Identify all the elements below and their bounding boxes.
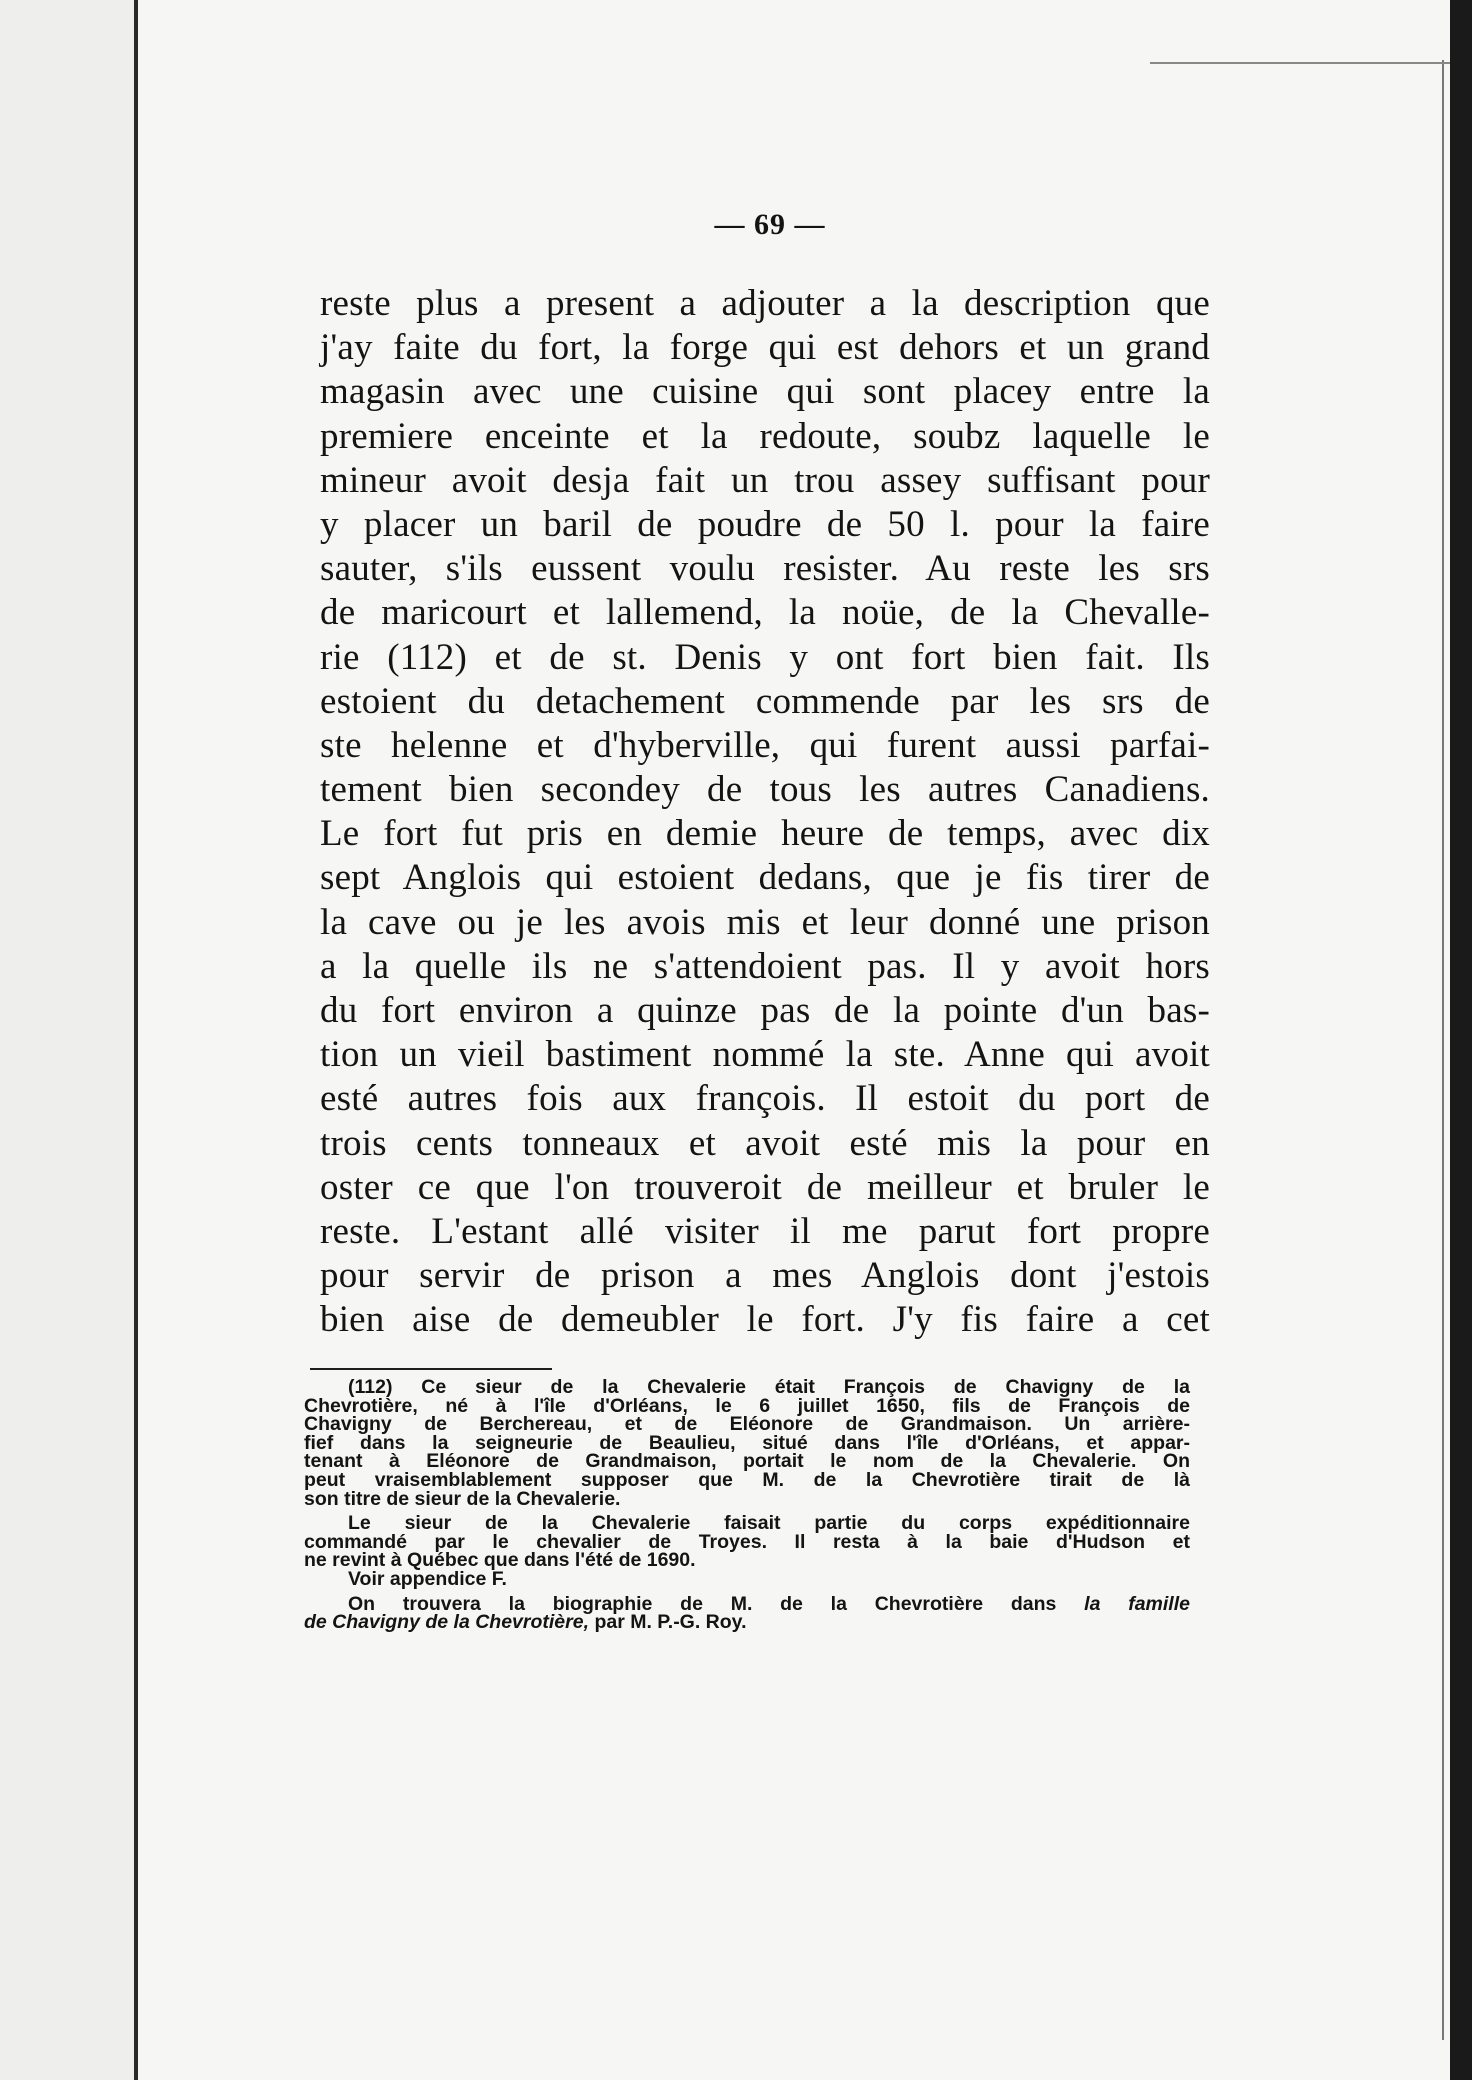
footnote-line: Le sieur de la Chevalerie faisait partie du corps expéditionnaire bbox=[348, 1512, 1190, 1535]
footnote-line: fief dans la seigneurie de Beaulieu, situé dans l'île d'Orléans, et appar- bbox=[304, 1431, 1190, 1454]
footnote-line: son titre de sieur de la Chevalerie. bbox=[304, 1487, 621, 1510]
body-line: Le fort fut pris en demie heure de temps, avec dix bbox=[320, 813, 1210, 855]
footnote-text: On trouvera la biographie de M. de la Chevrotière dans bbox=[348, 1592, 1057, 1615]
body-line: de maricourt et lallemend, la noüe, de la Chevalle- bbox=[320, 592, 1210, 634]
page-number: — 69 — bbox=[714, 208, 826, 241]
body-line: bien aise de demeubler le fort. J'y fis faire a cet bbox=[320, 1299, 1210, 1341]
footnotes bbox=[304, 1378, 1190, 1632]
left-margin bbox=[0, 0, 134, 2080]
body-line: estoient du detachement commende par les srs de bbox=[320, 680, 1210, 722]
binding-edge-line bbox=[134, 0, 138, 2080]
right-edge-line bbox=[1442, 60, 1444, 2040]
body-line: mineur avoit desja fait un trou assey suffisant pour bbox=[320, 459, 1210, 501]
body-line: rie (112) et de st. Denis y ont fort bien fait. Ils bbox=[320, 636, 1210, 678]
body-line: j'ay faite du fort, la forge qui est dehors et un grand bbox=[320, 327, 1210, 369]
body-line: y placer un baril de poudre de 50 l. pour la faire bbox=[320, 503, 1210, 545]
footnote-line: Chavigny de Berchereau, et de Eléonore de Grandmaison. Un arrière- bbox=[304, 1413, 1190, 1436]
body-line: pour servir de prison a mes Anglois dont j'estois bbox=[320, 1255, 1210, 1297]
footnote-line: tenant à Eléonore de Grandmaison, portait le nom de la Chevalerie. On bbox=[304, 1450, 1190, 1473]
body-line: reste. L'estant allé visiter il me parut fort propre bbox=[320, 1210, 1210, 1252]
body-line: magasin avec une cuisine qui sont placey entre la bbox=[320, 371, 1210, 413]
footnote-line bbox=[304, 1613, 1190, 1632]
body-line: esté autres fois aux françois. Il estoit du port de bbox=[320, 1078, 1210, 1120]
top-edge-shadow bbox=[1150, 62, 1450, 64]
right-page-edge bbox=[1450, 0, 1472, 2080]
footnote-line: ne revint à Québec que dans l'été de 1690. bbox=[304, 1549, 696, 1572]
body-line: tion un vieil bastiment nommé la ste. Anne qui avoit bbox=[320, 1034, 1210, 1076]
body-line: a la quelle ils ne s'attendoient pas. Il y avoit hors bbox=[320, 945, 1210, 987]
body-line: ste helenne et d'hyberville, qui furent aussi parfai- bbox=[320, 724, 1210, 766]
body-line: sept Anglois qui estoient dedans, que je fis tirer de bbox=[320, 857, 1210, 899]
body-text bbox=[320, 282, 1210, 1343]
footnote-text: par M. P.-G. Roy. bbox=[594, 1611, 747, 1634]
body-line: sauter, s'ils eussent voulu resister. Au reste les srs bbox=[320, 548, 1210, 590]
body-line: trois cents tonneaux et avoit esté mis la pour en bbox=[320, 1122, 1210, 1164]
footnote-line: Voir appendice F. bbox=[348, 1567, 507, 1590]
footnote-line: peut vraisemblablement supposer que M. de la Chevrotière tirait de là bbox=[304, 1468, 1190, 1491]
footnote-line: Chevrotière, né à l'île d'Orléans, le 6 juillet 1650, fils de François de bbox=[304, 1394, 1190, 1417]
footnote-separator bbox=[310, 1368, 552, 1370]
footnote-line: (112) Ce sieur de la Chevalerie était François de Chavigny de la bbox=[348, 1376, 1190, 1398]
footnote-line: commandé par le chevalier de Troyes. Il resta à la baie d'Hudson et bbox=[304, 1530, 1190, 1553]
body-line: du fort environ a quinze pas de la pointe d'un bas- bbox=[320, 990, 1210, 1031]
body-line: reste plus a present a adjouter a la description que bbox=[320, 283, 1210, 324]
body-line: la cave ou je les avois mis et leur donné une prison bbox=[320, 901, 1210, 943]
body-line: oster ce que l'on trouveroit de meilleur et bruler le bbox=[320, 1166, 1210, 1208]
footnote-italic-title: de Chavigny de la Chevrotière, bbox=[304, 1611, 590, 1634]
body-line: premiere enceinte et la redoute, soubz laquelle le bbox=[320, 415, 1210, 457]
body-line: tement bien secondey de tous les autres Canadiens. bbox=[320, 769, 1210, 811]
footnote-italic-title: la famille bbox=[1084, 1592, 1190, 1615]
